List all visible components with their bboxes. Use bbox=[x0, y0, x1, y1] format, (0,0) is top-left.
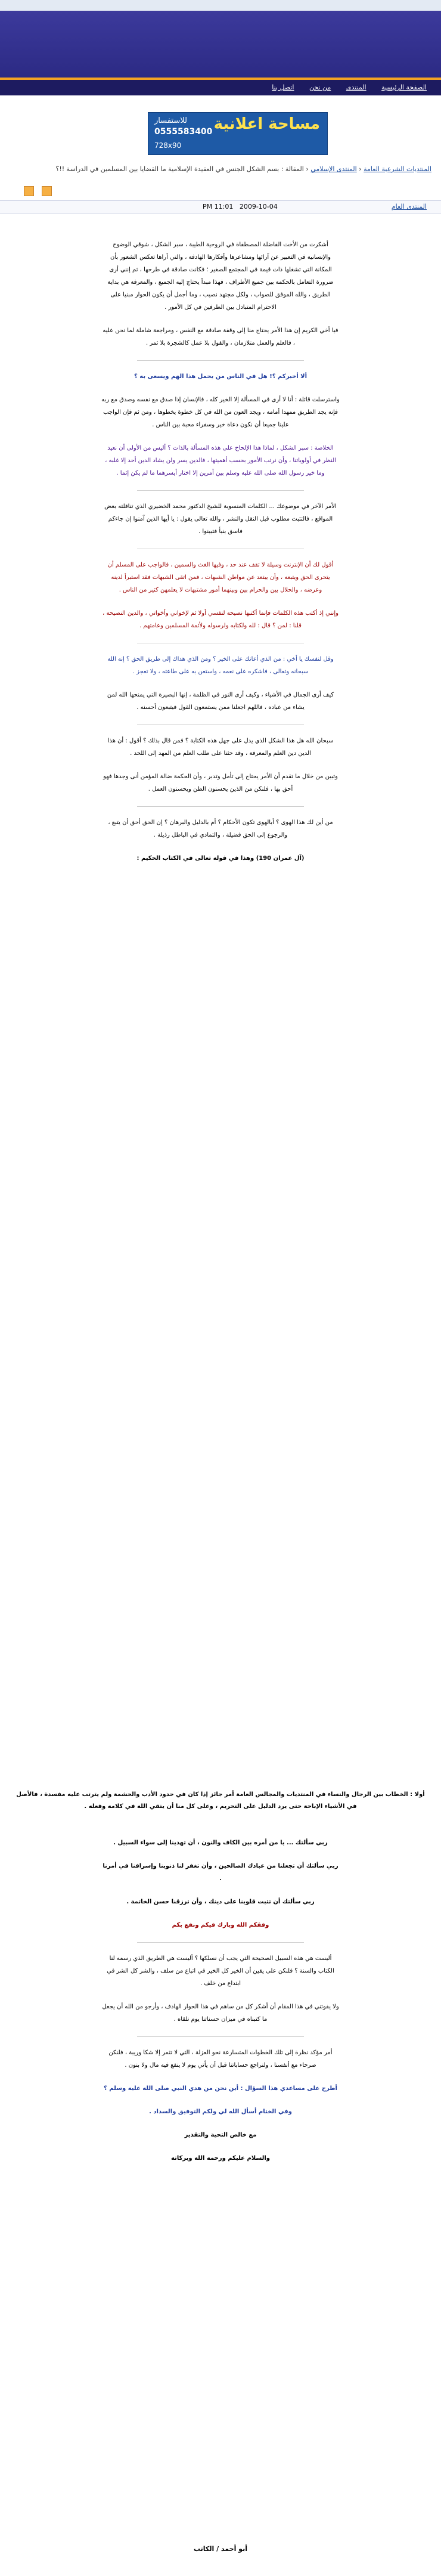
breadcrumb-link-section[interactable]: المنتدى الإسلامي bbox=[310, 165, 357, 173]
verse-line: ربي سألتك ... يا من أمره بين الكاف والنون ، أن تهدينا إلى سواء السبيل . bbox=[113, 1840, 328, 1846]
nav-link-home[interactable]: الصفحة الرئيسية bbox=[381, 83, 427, 91]
ad-title: مساحة اعلانية bbox=[213, 115, 320, 133]
nav-link-about[interactable]: من نحن bbox=[309, 83, 331, 91]
paragraph: أقول لك أن الإنترنت وسيلة لا تقف عند حد ، وفيها الغث والسمين ، فالواجب على المسلم أن يتحرى الحق ويتبعه ، وأن يبتعد عن مواطن الشبهات ، فمن اتقى الشبهات فقد استبرأ لدينه وعرضه ، والحلال بين والحرام بين وبينهما أمور مشتبهات لا يعلمهن كثير من الناس . bbox=[107, 562, 334, 593]
paragraph: وقل لنفسك يا أخي : من الذي أعانك على الخير ؟ ومن الذي هداك إلى طريق الحق ؟ إنه الله سبحانه وتعالى ، فاشكره على نعمه ، واستعن به على طاعته ، ولا تعجز . bbox=[107, 656, 334, 675]
paragraph: أليست هي هذه السبيل الصحيحة التي يجب أن نسلكها ؟ أليست هي الطريق الذي رسمه لنا الكتاب والسنة ؟ فلنكن على يقين أن الخير كل الخير في اتباع من سلف ، والشر كل الشر في ابتداع من خلف . bbox=[107, 1955, 334, 1987]
paragraph: الأمر الآخر في موضوعك ... الكلمات المنسوبة للشيخ الدكتور محمد الخضيري الذي تناقلته بعض المواقع ، فالتثبت مطلوب قبل النقل والنشر ، والله تعالى يقول : يا أيها الذين آمنوا إن جاءكم فاسق بنبأ فتبينوا . bbox=[104, 503, 337, 535]
divider bbox=[137, 2036, 304, 2037]
author-signature: أبو أحمد / الكاتب bbox=[194, 2545, 247, 2553]
divider bbox=[137, 1942, 304, 1943]
ad-cta: للاستفسار bbox=[154, 116, 187, 125]
paragraph: أطرح على مساعدي هذا السؤال : أين نحن من هدي النبي صلى الله عليه وسلم ؟ bbox=[104, 2085, 337, 2092]
post-body bbox=[101, 239, 340, 875]
paragraph: الخلاصة : سبر الشكل ، لماذا هذا الإلحاح على هذه المسألة بالذات ؟ أليس من الأولى أن نعيد النظر في أولوياتنا ، وأن نرتب الأمور بحسب أهميتها ، فالدين يسر ولن يشاد الدين أحد إلا غلبه ، وما خير رسول الله صلى الله عليه وسلم بين أمرين إلا اختار أيسرهما ما لم يكن إثما . bbox=[105, 445, 336, 476]
breadcrumb-separator: ‹ bbox=[303, 165, 309, 173]
print-icon[interactable] bbox=[24, 186, 34, 196]
divider bbox=[137, 360, 304, 361]
paragraph: وإنني إذ أكتب هذه الكلمات فإنما أكتبها نصيحة لنفسي أولا ثم لإخواني وأخواتي ، والدين النصيحة ، قلنا : لمن ؟ قال : لله ولكتابه ولرسوله ولأئمة المسلمين وعامتهم . bbox=[103, 610, 338, 629]
paragraph: ولا يفوتني في هذا المقام أن أشكر كل من ساهم في هذا الحوار الهادف ، وأرجو من الله أن يجعل ما كتبناه في ميزان حسناتنا يوم نلقاه . bbox=[102, 2004, 339, 2023]
breadcrumb-separator: ‹ bbox=[356, 165, 362, 173]
note-line: وفقكم الله وبارك فيكم ونفع بكم bbox=[172, 1922, 269, 1928]
paragraph: ألا أخبركم ؟! هل في الناس من يحمل هذا الهم ويسعى به ؟ bbox=[133, 373, 308, 380]
divider bbox=[137, 490, 304, 491]
paragraph: واسترسلت قائلة : أنا لا أرى في المسألة إلا الخير كله ، فالإنسان إذا صدق مع نفسه وصدق مع ربه فإنه يجد الطريق ممهدا أمامه ، ويجد العون من الله في كل خطوة يخطوها ، ومن ثم فإن الواجب علينا جميعا أن نكون دعاة خير وسفراء محبة بين الناس . bbox=[101, 397, 340, 428]
paragraph: كيف أرى الجمال في الأشياء ، وكيف أرى النور في الظلمة ، إنها البصيرة التي يمنحها الله لمن يشاء من عباده ، فاللهم اجعلنا ممن يستمعون القول فيتبعون أحسنه . bbox=[107, 692, 334, 711]
breadcrumb bbox=[10, 165, 431, 174]
paragraph: وفي الختام أسأل الله لي ولكم التوفيق والسداد . bbox=[149, 2109, 292, 2115]
forum-link[interactable]: المنتدى العام bbox=[391, 203, 427, 210]
nav-link-forum[interactable]: المنتدى bbox=[346, 83, 367, 91]
breadcrumb-link-forums[interactable]: المنتديات الشرعية العامة bbox=[364, 165, 431, 173]
divider bbox=[137, 806, 304, 807]
email-icon[interactable] bbox=[42, 186, 52, 196]
paragraph: سبحان الله هل هذا الشكل الذي يدل على جهل هذه الكتابة ؟ فمن قال بذلك ؟ أقول : أن هذا الدين دين العلم والمعرفة ، وقد حثنا على طلب العلم من المهد إلى اللحد . bbox=[107, 738, 334, 757]
post-body-continued bbox=[101, 1837, 340, 2175]
paragraph: أمر مؤكد نظرة إلى تلك الخطوات المتسارعة نحو العزلة ، التي لا تثمر إلا شكا وريبة ، فلنكن صرحاء مع أنفسنا ، ولنراجع حساباتنا قبل أن يأتي يوم لا ينفع فيه مال ولا بنون . bbox=[108, 2049, 333, 2069]
verse-line: ربي سألتك أن تجعلنا من عبادك الصالحين ، وأن تغفر لنا ذنوبنا وإسرافنا في أمرنا . bbox=[103, 1863, 338, 1882]
post-tools bbox=[24, 186, 57, 199]
paragraph: من أين لك هذا الهوى ؟ أبالهوى تكون الأحكام ؟ أم بالدليل والبرهان ؟ إن الحق أحق أن يتبع ، والرجوع إلى الحق فضيلة ، والتمادي في الباطل رذيلة . bbox=[108, 819, 333, 838]
nav-link-contact[interactable]: اتصل بنا bbox=[272, 83, 294, 91]
post-date: PM 11:01 2009-10-04 bbox=[203, 203, 278, 210]
paragraph: فيا أخي الكريم إن هذا الأمر يحتاج منا إلى وقفة صادقة مع النفس ، ومراجعة شاملة لما نحن عليه ، فالعلم والعمل متلازمان ، والقول بلا عمل كالشجرة بلا ثمر . bbox=[103, 327, 338, 346]
divider bbox=[137, 724, 304, 725]
paragraph: وتبين من خلال ما تقدم أن الأمر يحتاج إلى تأمل وتدبر ، وأن الحكمة ضالة المؤمن أنى وجدها فهو أحق بها ، فلنكن من الذين يحسنون الظن ويحسنون العمل . bbox=[103, 773, 338, 792]
top-strip bbox=[0, 0, 441, 11]
post-info-bar bbox=[0, 200, 441, 213]
verse-line: ربي سألتك أن تثبت قلوبنا على دينك ، وأن ترزقنا حسن الخاتمة . bbox=[126, 1899, 315, 1905]
wide-paragraph: أولا : الخطاب بين الرجال والنساء في المنتديات والمجالس العامة أمر جائز إذا كان في حدود الأدب والحشمة ولم يترتب عليه مفسدة ، فالأصل في الأشياء الإباحة حتى يرد الدليل على التحريم ، وعلى كل منا أن يتقي الله في كلامه وفعله . bbox=[16, 1791, 425, 1810]
verse-reference: (آل عمران 190) وهذا في قوله تعالى في الكتاب الحكيم : bbox=[136, 855, 305, 862]
site-header bbox=[0, 11, 441, 78]
ad-phone: 0555583400 bbox=[154, 127, 213, 137]
thread-title: المقالة : بسم الشكل الجنس في العقيدة الإسلامية ما القضايا بين المسلمين في الدراسة !!؟ bbox=[55, 165, 304, 173]
closing-line: مع خالص التحية والتقدير bbox=[184, 2132, 257, 2138]
closing-line: والسلام عليكم ورحمة الله وبركاته bbox=[171, 2155, 270, 2162]
nav-bar bbox=[0, 80, 441, 95]
paragraph: أشكرت من الأخت الفاضلة المصطفاة في الروحية الطيبة ، سبر الشكل ، شوقي الوضوح والإنسانية في التعبير عن آرائها ومشاعرها وأفكارها الهادفة ، والتي أراها تعكس الشعور بأن المكانة التي تشغلها ذات قيمة في المجتمع الصغير ؛ فكانت صادقة في طرحها ، ثم إنني أرى ضرورة التعامل بالحكمة بين جميع الأطراف ، فهذا مبدأ يحتاج إليه الجميع ، والمعرفة هي بداية الطريق ، والله الموفق للصواب ، ولكل مجتهد نصيب ، وما أجمل أن يكون الحوار مبنيا على الاحترام المتبادل بين الطرفين في كل الأمور . bbox=[107, 242, 334, 311]
ad-size: 728x90 bbox=[154, 141, 182, 150]
ad-banner[interactable] bbox=[148, 112, 328, 155]
